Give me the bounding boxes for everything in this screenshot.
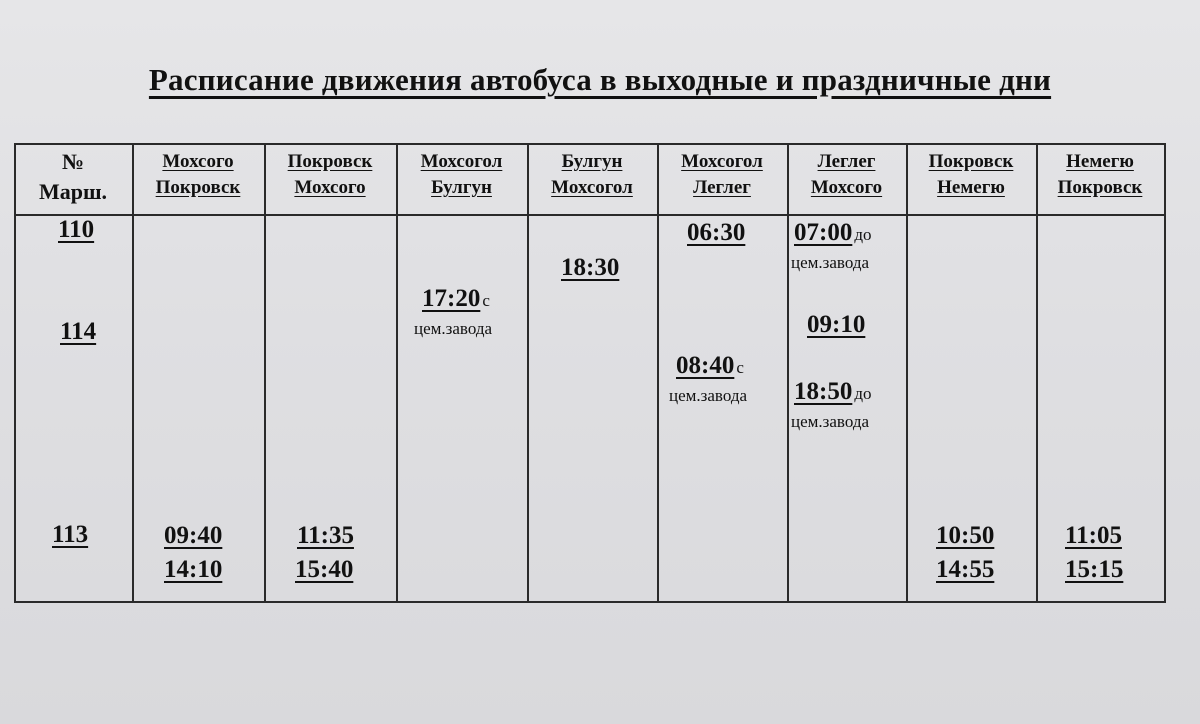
departure-time: 10:50 bbox=[936, 522, 995, 549]
column-divider bbox=[1036, 143, 1038, 603]
time-suffix: с bbox=[736, 358, 744, 377]
schedule-table bbox=[14, 143, 1166, 603]
time-suffix: с bbox=[482, 291, 490, 310]
departure-time: 14:10 bbox=[164, 556, 223, 583]
column-divider bbox=[132, 143, 134, 603]
header-leglег-mokhsogo bbox=[787, 149, 906, 201]
departure-time: 07:00 до bbox=[794, 217, 871, 251]
header-pokrovsk-mokhsogo bbox=[264, 149, 396, 201]
header-to: Покровск bbox=[1057, 177, 1143, 198]
header-bulgun-mokhsogol bbox=[527, 149, 657, 201]
header-mokhsogol-bulgun bbox=[396, 149, 527, 201]
column-divider bbox=[906, 143, 908, 603]
header-mokhsogo-pokrovsk bbox=[132, 149, 264, 201]
header-to: Покровск bbox=[155, 177, 241, 198]
header-from: Покровск bbox=[287, 151, 373, 172]
departure-time: 18:30 bbox=[561, 254, 620, 281]
header-to: Мохсого bbox=[294, 177, 366, 198]
column-divider bbox=[264, 143, 266, 603]
departure-time: 18:50 до bbox=[794, 376, 871, 410]
column-divider bbox=[396, 143, 398, 603]
departure-time: 11:05 bbox=[1065, 522, 1122, 549]
header-nemegyu-pokrovsk bbox=[1036, 149, 1164, 201]
header-from: Мохсогол bbox=[681, 151, 763, 172]
header-route-number bbox=[14, 147, 132, 207]
header-to: Мохсогол bbox=[551, 177, 633, 198]
time-note: цем.завода bbox=[669, 386, 748, 405]
time-note: цем.завода bbox=[414, 319, 493, 338]
departure-time: 09:10 bbox=[807, 311, 866, 338]
header-divider bbox=[14, 214, 1166, 216]
table-border-bottom bbox=[14, 601, 1166, 603]
departure-time: 08:40 с bbox=[676, 350, 744, 384]
header-pokrovsk-nemegyu bbox=[906, 149, 1036, 201]
time-suffix: до bbox=[854, 384, 872, 403]
departure-time: 15:40 bbox=[295, 556, 354, 583]
departure-time: 06:30 bbox=[687, 219, 746, 246]
departure-time: 17:20 с bbox=[422, 283, 490, 317]
time-suffix: до bbox=[854, 225, 872, 244]
header-from: Булгун bbox=[561, 151, 623, 172]
header-from: Леглег bbox=[817, 151, 876, 172]
time-note: цем.завода bbox=[791, 412, 870, 431]
header-from: Мохсогол bbox=[420, 151, 503, 172]
header-num-sign: № bbox=[61, 149, 85, 174]
header-to: Мохсого bbox=[810, 177, 883, 198]
column-divider bbox=[787, 143, 789, 603]
route-number: 110 bbox=[58, 216, 95, 243]
column-divider bbox=[14, 143, 16, 603]
column-divider bbox=[657, 143, 659, 603]
departure-time: 11:35 bbox=[297, 522, 354, 549]
header-num-label: Марш. bbox=[38, 179, 108, 204]
header-to: Леглег bbox=[693, 177, 751, 198]
time-note: цем.завода bbox=[791, 253, 870, 272]
header-mokhsogol-leglег bbox=[657, 149, 787, 201]
route-number: 113 bbox=[52, 521, 89, 548]
column-divider bbox=[527, 143, 529, 603]
departure-time: 14:55 bbox=[936, 556, 995, 583]
table-border-top bbox=[14, 143, 1166, 145]
header-from: Немегю bbox=[1066, 151, 1134, 172]
header-from: Мохсого bbox=[162, 151, 234, 172]
header-from: Покровск bbox=[928, 151, 1014, 172]
header-to: Булгун bbox=[431, 177, 492, 198]
page-title: Расписание движения автобуса в выходные и праздничные дни bbox=[148, 62, 1052, 97]
departure-time: 15:15 bbox=[1065, 556, 1124, 583]
departure-time: 09:40 bbox=[164, 522, 223, 549]
header-to: Немегю bbox=[937, 177, 1005, 198]
column-divider bbox=[1164, 143, 1166, 603]
route-number: 114 bbox=[60, 318, 97, 345]
